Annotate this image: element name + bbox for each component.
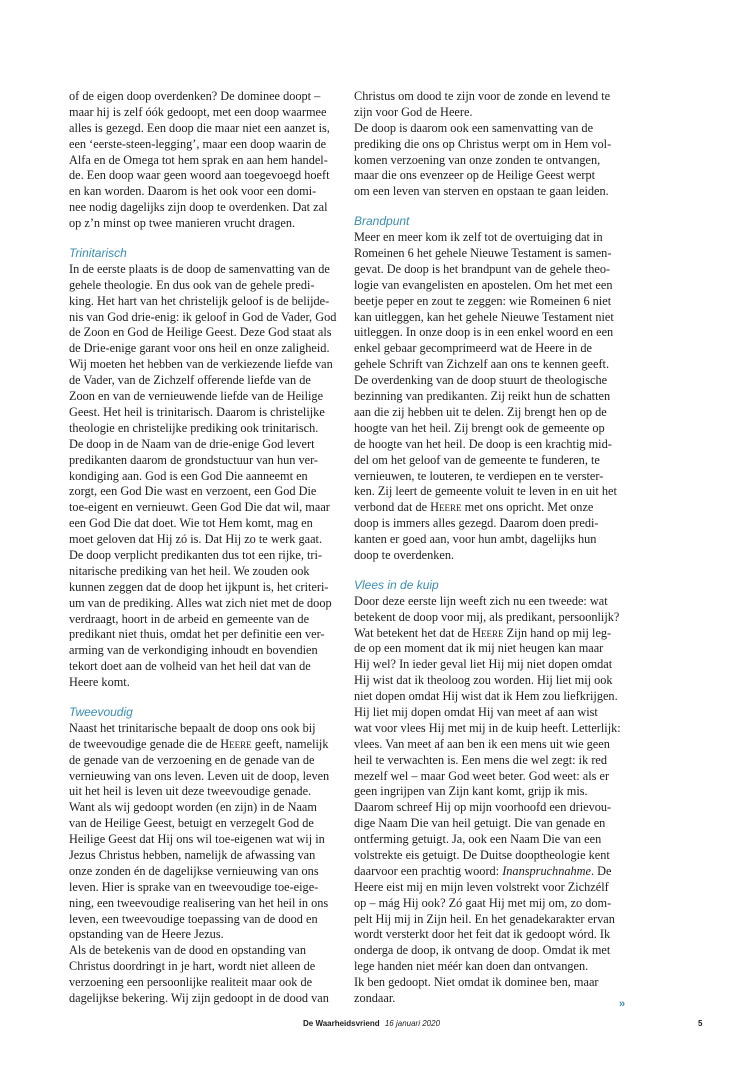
text-line: doop is immers alles gezegd. Daarom doen predi- — [354, 516, 599, 531]
text-line: Hij wist dat ik theoloog zou worden. Hij liet mij ook — [354, 673, 613, 688]
text-line: nee nodig dagelijks zijn doop te overdenken. Dat zal — [69, 200, 328, 215]
text-line: Naast het trinitarische bepaalt de doop ons ook bij — [69, 720, 316, 735]
text-line: Heere eist mij en mijn leven volstrekt voor Zichzélf — [354, 879, 609, 894]
text-line: logie van evangelisten en apostelen. Om het met een — [354, 277, 613, 292]
text-line: De doop verplicht predikanten dus tot een rijke, tri- — [69, 547, 323, 562]
paragraph — [354, 594, 634, 1007]
text-line: op z’n minst op twee manieren vrucht dragen. — [69, 216, 296, 231]
text-line: komen verzoening van onze zonden te ontvangen, — [354, 152, 601, 167]
text-line: beetje peper en zout te zeggen: wie Romeinen 6 niet — [354, 293, 612, 308]
text-line: onderga de doop, ik ontvang de doop. Omdat ik met — [354, 943, 611, 958]
text-segment: verbond dat de — [354, 500, 431, 515]
text-line: bezinning van predikanten. Zij reikt hun de schatten — [354, 389, 611, 404]
issue-date: 16 januari 2020 — [384, 1019, 441, 1028]
text-line: vernieuwing van ons leven. Leven uit de doop, leven — [69, 768, 330, 783]
text-line: Hij wel? In ieder geval liet Hij mij niet dopen omdat — [354, 657, 613, 672]
text-line: zorgt, een God Die wast en verzoent, een God Die — [69, 484, 317, 499]
text-line: Romeinen 6 het gehele Nieuwe Testament is samen- — [354, 246, 612, 261]
text-line: moet geloven dat Hij zó is. Dat Hij zo te werk gaat. — [69, 532, 323, 547]
text-line: Christus om dood te zijn voor de zonde en levend te — [354, 89, 611, 103]
text-line: van de Heilige Geest, betuigt en verzegelt God de — [69, 816, 314, 831]
text-line: theologie en christelijke prediking ook trinitarisch. — [69, 420, 319, 435]
text-line: maar die ons evenzeer op de Heilige Geest werpt — [354, 168, 596, 183]
section-heading: Trinitarisch — [69, 246, 127, 261]
text-line: ken. Zij leert de gemeente voluit te leven in en uit het — [354, 484, 617, 499]
small-caps-word: Heere — [430, 500, 462, 515]
text-line: ning, een tweevoudige realisering van het heil in ons — [69, 895, 329, 910]
text-line: de. Een doop waar geen woord aan toegevoegd hoeft — [69, 168, 330, 183]
small-caps-word: Heere — [220, 736, 252, 751]
text-line: king. Het hart van het christelijk geloof is de belijde- — [69, 293, 330, 308]
paragraph — [69, 89, 349, 232]
text-line: In de eerste plaats is de doop de samenvatting van de — [69, 261, 330, 276]
text-line: Want als wij gedoopt worden (en zijn) in de Naam — [69, 800, 317, 815]
text-line: zijn voor God de Heere. — [354, 104, 473, 119]
italic-word: Inanspruchnahme — [502, 863, 591, 878]
text-line: wordt versterkt door het feit dat ik gedoopt wórd. Ik — [354, 927, 611, 942]
text-line: een God Die dat doet. Wie tot Hem komt, mag en — [69, 516, 313, 531]
text-line: aan die zij hebben uit te delen. Zij brengt hen op de — [354, 404, 607, 419]
text-segment: daarvoor een prachtig woord: — [354, 863, 503, 878]
text-line: ontferming getuigt. Ja, ook een Naam Die van een — [354, 832, 602, 847]
text-segment: . De — [591, 863, 612, 878]
text-line: pelt Hij mij in Zijn heil. En het genadekarakter ervan — [354, 911, 615, 926]
text-line: alles is gezegd. Een doop die maar niet een aanzet is, — [69, 120, 330, 135]
paragraph — [354, 230, 634, 564]
text-line: kan uitleggen, kan het gehele Nieuwe Testament niet — [354, 309, 614, 324]
text-segment: Zijn hand op mij leg- — [503, 625, 612, 640]
text-line: kunnen zeggen dat de doop het ijkpunt is, het criteri- — [69, 579, 329, 594]
text-line: Christus doordringt in je hart, wordt niet alleen de — [69, 959, 316, 974]
text-line: Heere komt. — [69, 675, 130, 690]
text-line: predikant niet thuis, omdat het per definitie een ver- — [69, 627, 325, 642]
text-line: Ik ben gedoopt. Niet omdat ik dominee ben, maar — [354, 975, 599, 990]
text-line: arming van de verkondiging inhoudt en bovendien — [69, 643, 318, 658]
text-line: mezelf wel – maar God weet beter. God weet: als er — [354, 768, 610, 783]
text-line: gehele theologie. En dus ook van de gehele predi- — [69, 277, 315, 292]
text-line: doop te overdenken. — [354, 547, 455, 562]
text-line: betekent de doop voor mij, als predikant, persoonlijk? — [354, 609, 620, 624]
text-line: uit het heil is leven uit deze tweevoudige genade. — [69, 784, 312, 799]
text-line: del om het geloof van de gemeente te funderen, te — [354, 452, 600, 467]
text-line: Geest. Het heil is trinitarisch. Daarom is christelijke — [69, 404, 325, 419]
text-line: de Vader, van de Zichzelf offerende liefde van de — [69, 373, 311, 388]
text-line: Jezus Christus hebben, namelijk de afwassing van — [69, 848, 316, 862]
text-line: op – mág Hij ook? Zó gaat Hij met mij om, zo dom- — [354, 895, 612, 910]
text-line: of de eigen doop overdenken? De dominee doopt – — [69, 89, 321, 103]
text-line — [69, 737, 349, 753]
text-line: predikanten daarom de grondstuctuur van hun ver- — [69, 452, 319, 467]
text-line: Daarom schreef Hij op mijn voorhoofd een drievou- — [354, 800, 612, 815]
text-line: om een leven van sterven en opstaan te gaan leiden. — [354, 184, 609, 199]
text-line: en kan worden. Daarom is het ook voor een domi- — [69, 184, 317, 199]
text-line: um van de prediking. Alles wat zich niet met de doop — [69, 595, 332, 610]
text-line: niet dopen omdat Hij wist dat ik Hem zou liefkrijgen. — [354, 689, 618, 704]
page-footer — [303, 1019, 440, 1028]
article-column-right — [354, 89, 634, 1007]
text-line: hoogte van het heil. Zij brengt ook de gemeente op — [354, 420, 605, 435]
paragraph — [69, 262, 349, 691]
text-line: De doop is daarom ook een samenvatting van de — [354, 120, 594, 135]
small-caps-word: Heere — [472, 625, 504, 640]
text-line: verzoening een persoonlijke realiteit maar ook de — [69, 975, 313, 990]
text-line: enkel gebaar gecomprimeerd wat de Heere in de — [354, 341, 592, 356]
text-line: De doop in de Naam van de drie-enige God levert — [69, 436, 315, 451]
text-line: de genade van de verzoening en de genade van de — [69, 752, 315, 767]
text-line: vernieuwen, te louteren, te verdiepen en te verster- — [354, 468, 604, 483]
text-line: Als de betekenis van de dood en opstanding van — [69, 943, 307, 958]
text-line: uitleggen. In onze doop is in een enkel woord en een — [354, 325, 614, 340]
text-line: gehele Schrift van Zichzelf aan ons te kennen geeft. — [354, 357, 610, 372]
text-line: prediking die ons op Christus werpt om in Hem vol- — [354, 136, 612, 151]
text-line: kanten er goed aan, voor hun ambt, dagelijks hun — [354, 532, 597, 547]
text-line — [354, 500, 634, 516]
text-segment: met ons opricht. Met onze — [461, 500, 594, 515]
paragraph — [69, 721, 349, 1007]
text-line: kondiging aan. God is een God Die aanneemt en — [69, 468, 308, 483]
publication-name: De Waarheidsvriend — [303, 1019, 380, 1028]
text-line: de hoogte van het heil. De doop is een krachtig mid- — [354, 436, 612, 451]
text-line: Meer en meer kom ik zelf tot de overtuiging dat in — [354, 230, 603, 245]
text-line: De overdenking van de doop stuurt de theologische — [354, 373, 608, 388]
text-line: Alfa en de Omega tot hem sprak en aan hem handel- — [69, 152, 328, 167]
text-line — [354, 864, 634, 880]
text-line: Zoon en van de vernieuwende liefde van de Heilige — [69, 389, 324, 404]
text-line: gevat. De doop is het brandpunt van de gehele theo- — [354, 261, 611, 276]
text-line: wat voor vlees Hij met mij in de kuip heeft. Letterlijk: — [354, 720, 621, 735]
text-line: een ‘eerste-steen-legging’, maar een doop waarin de — [69, 136, 327, 151]
text-line: de op een moment dat ik mij niet heugen kan maar — [354, 641, 604, 656]
text-line: Door deze eerste lijn weeft zich nu een tweede: wat — [354, 593, 608, 608]
text-line: zondaar. — [354, 991, 396, 1006]
text-line — [354, 626, 634, 642]
text-line: heil te verwachten is. Een mens die wel zegt: ik red — [354, 752, 608, 767]
text-line: dagelijkse bekering. Wij zijn gedoopt in de dood van — [69, 991, 329, 1006]
text-line: volstrekte eis getuigt. De Duitse dooptheologie kent — [354, 848, 610, 862]
text-line: dige Naam Die van heil getuigt. Die van genade en — [354, 816, 606, 831]
text-line: geen ingrijpen van Zijn kant komt, grijp ik mis. — [354, 784, 588, 799]
paragraph — [354, 89, 634, 200]
text-line: leven. Hier is sprake van en tweevoudige toe-eige- — [69, 879, 319, 894]
text-line: onze zonden én de dagelijkse vernieuwing van ons — [69, 863, 319, 878]
text-line: leven, een tweevoudige toepassing van de dood en — [69, 911, 318, 926]
text-line: maar hij is zelf óók gedoopt, met een doop waarmee — [69, 104, 327, 119]
article-column-left — [69, 89, 349, 1007]
text-segment: Wat betekent het dat de — [354, 625, 473, 640]
text-line: de Drie-enige garant voor ons heil en onze zaligheid. — [69, 341, 330, 356]
text-segment: de tweevoudige genade die de — [69, 736, 221, 751]
text-line: Heilige Geest dat Hij ons wil toe-eigenen wat wij in — [69, 832, 325, 847]
section-heading: Tweevoudig — [69, 704, 133, 719]
text-line: de Zoon en God de Heilige Geest. Deze God staat als — [69, 325, 332, 340]
text-line: Hij liet mij dopen omdat Hij van meet af aan wist — [354, 704, 598, 719]
text-line: verdraagt, hoort in de arbeid en gemeente van de — [69, 611, 310, 626]
continue-marker: » — [619, 998, 626, 1010]
section-heading: Brandpunt — [354, 214, 410, 229]
text-line: toe-eigent en vernieuwt. Geen God Die dat wil, maar — [69, 500, 330, 515]
text-line: nitarische prediking van het heil. We zouden ook — [69, 563, 310, 578]
page-number: 5 — [698, 1019, 703, 1028]
section-heading: Vlees in de kuip — [354, 577, 439, 592]
text-line: tekort doet aan de volheid van het heil dat van de — [69, 659, 311, 674]
text-line: nis van God drie-enig: ik geloof in God de Vader, God — [69, 309, 337, 324]
text-line: opstanding van de Heere Jezus. — [69, 927, 224, 942]
text-line: lege handen niet méér kan doen dan ontvangen. — [354, 959, 589, 974]
text-line: Wij moeten het hebben van de verkiezende liefde van — [69, 357, 333, 372]
text-segment: geeft, namelijk — [251, 736, 329, 751]
text-line: vlees. Van meet af aan ben ik een mens uit wie geen — [354, 736, 610, 751]
